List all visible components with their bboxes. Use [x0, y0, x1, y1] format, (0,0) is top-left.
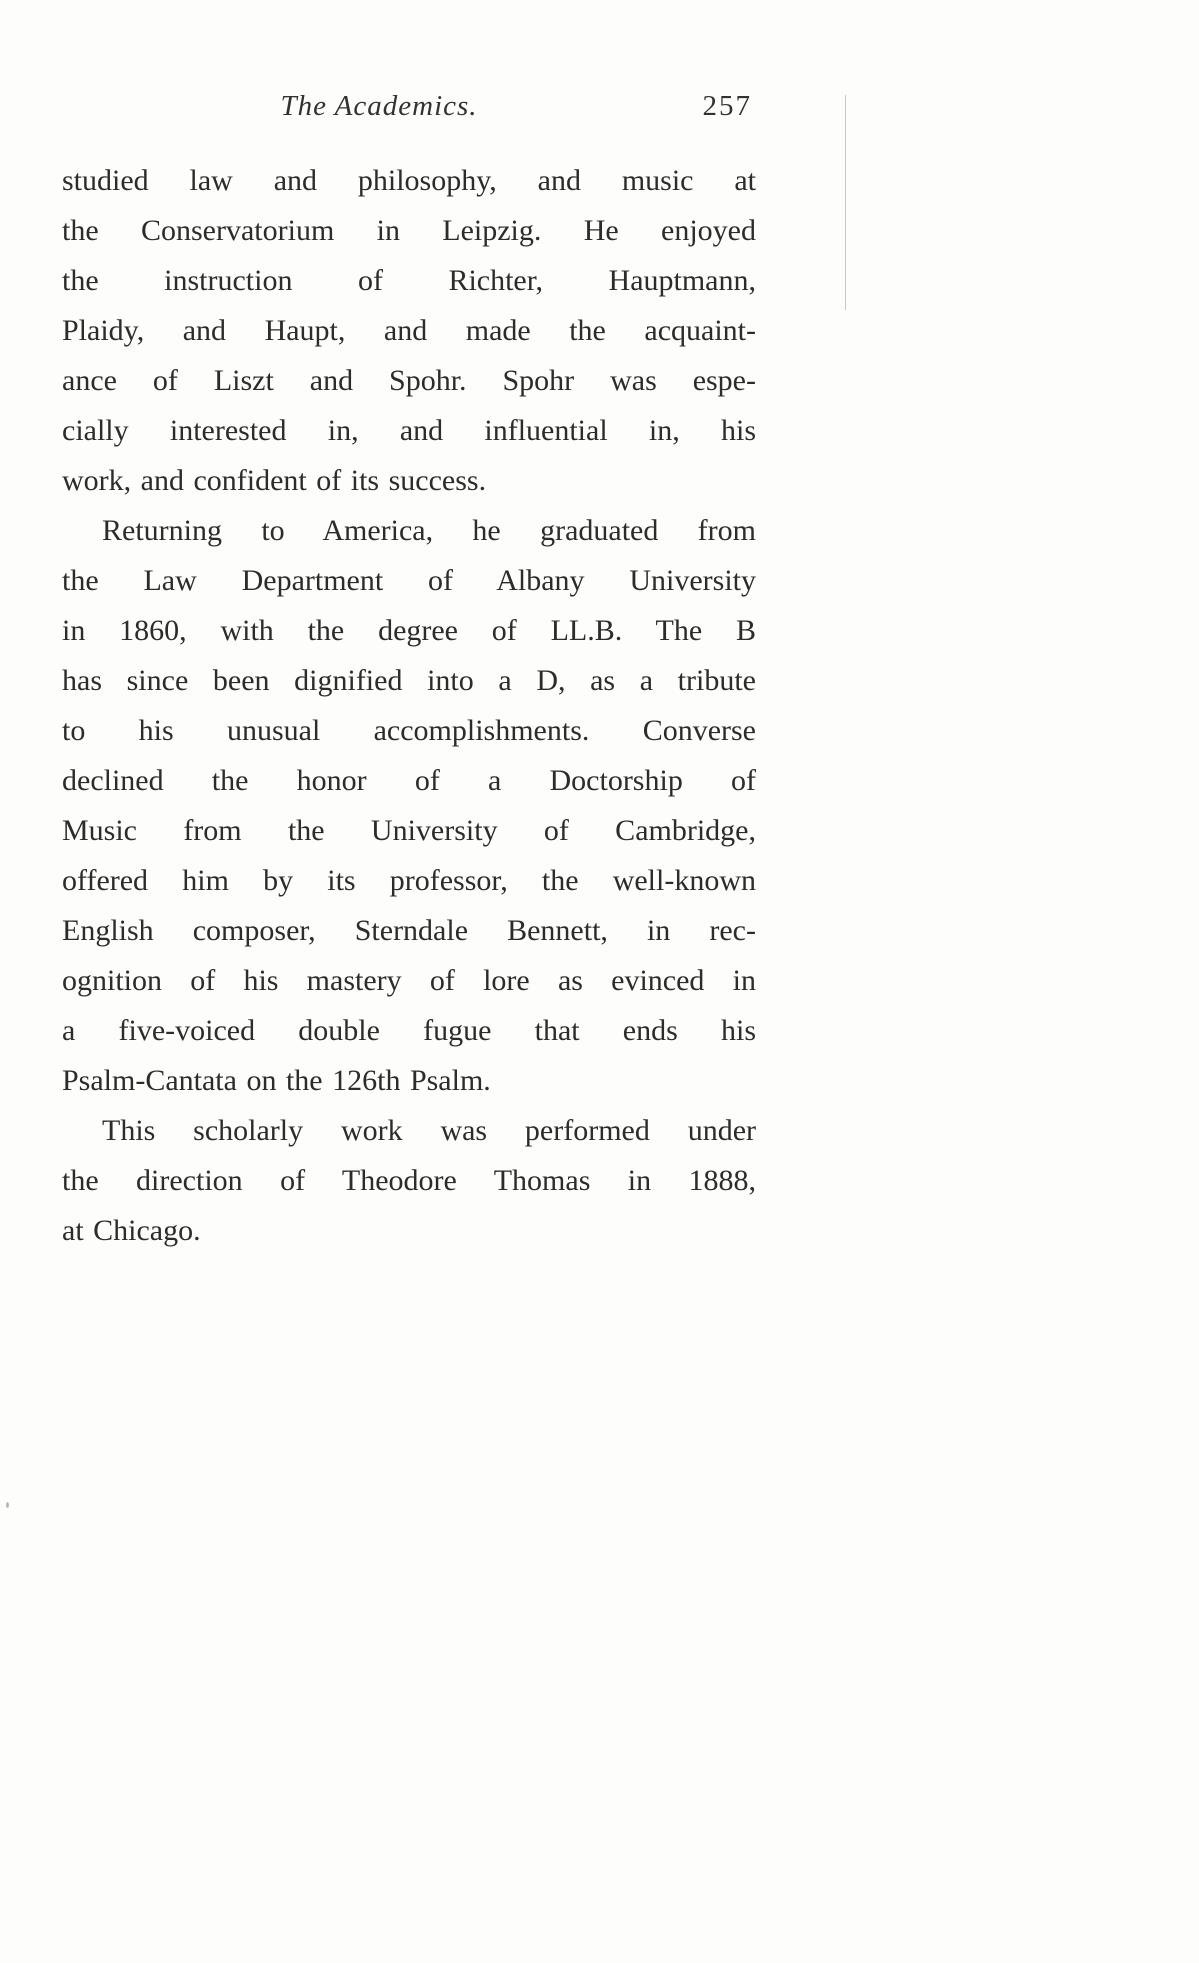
text-line: the direction of Theodore Thomas in 1888, [62, 1164, 756, 1197]
page-header [62, 90, 756, 132]
text-line: cially interested in, and influential in, his [62, 414, 756, 447]
body-text-block [62, 156, 756, 1256]
text-line: the Conservatorium in Leipzig. He enjoyed [62, 214, 756, 247]
text-line: work, and confident of its success. [62, 464, 487, 497]
scan-speck-artifact [6, 1502, 9, 1508]
running-header-title: The Academics. [280, 90, 478, 122]
text-line: ance of Liszt and Spohr. Spohr was espe- [62, 364, 756, 397]
text-line: This scholarly work was performed under [102, 1114, 756, 1147]
text-line: the instruction of Richter, Hauptmann, [62, 264, 756, 297]
text-line: ognition of his mastery of lore as evinced in [62, 964, 756, 997]
text-line: the Law Department of Albany University [62, 564, 756, 597]
text-line: Music from the University of Cambridge, [62, 814, 756, 847]
text-line: has since been dignified into a D, as a tribute [62, 664, 756, 697]
text-line: Psalm-Cantata on the 126th Psalm. [62, 1064, 491, 1097]
text-line: to his unusual accomplishments. Converse [62, 714, 756, 747]
text-line: offered him by its professor, the well-known [62, 864, 756, 897]
page-number: 257 [702, 90, 752, 122]
text-line: in 1860, with the degree of LL.B. The B [62, 614, 756, 647]
scan-edge-artifact [845, 95, 846, 310]
text-line: studied law and philosophy, and music at [62, 164, 756, 197]
text-line: English composer, Sterndale Bennett, in rec- [62, 914, 756, 947]
text-line: Returning to America, he graduated from [102, 514, 756, 547]
text-line: a five-voiced double fugue that ends his [62, 1014, 756, 1047]
text-line: Plaidy, and Haupt, and made the acquaint- [62, 314, 756, 347]
text-line: declined the honor of a Doctorship of [62, 764, 756, 797]
text-line: at Chicago. [62, 1214, 201, 1247]
